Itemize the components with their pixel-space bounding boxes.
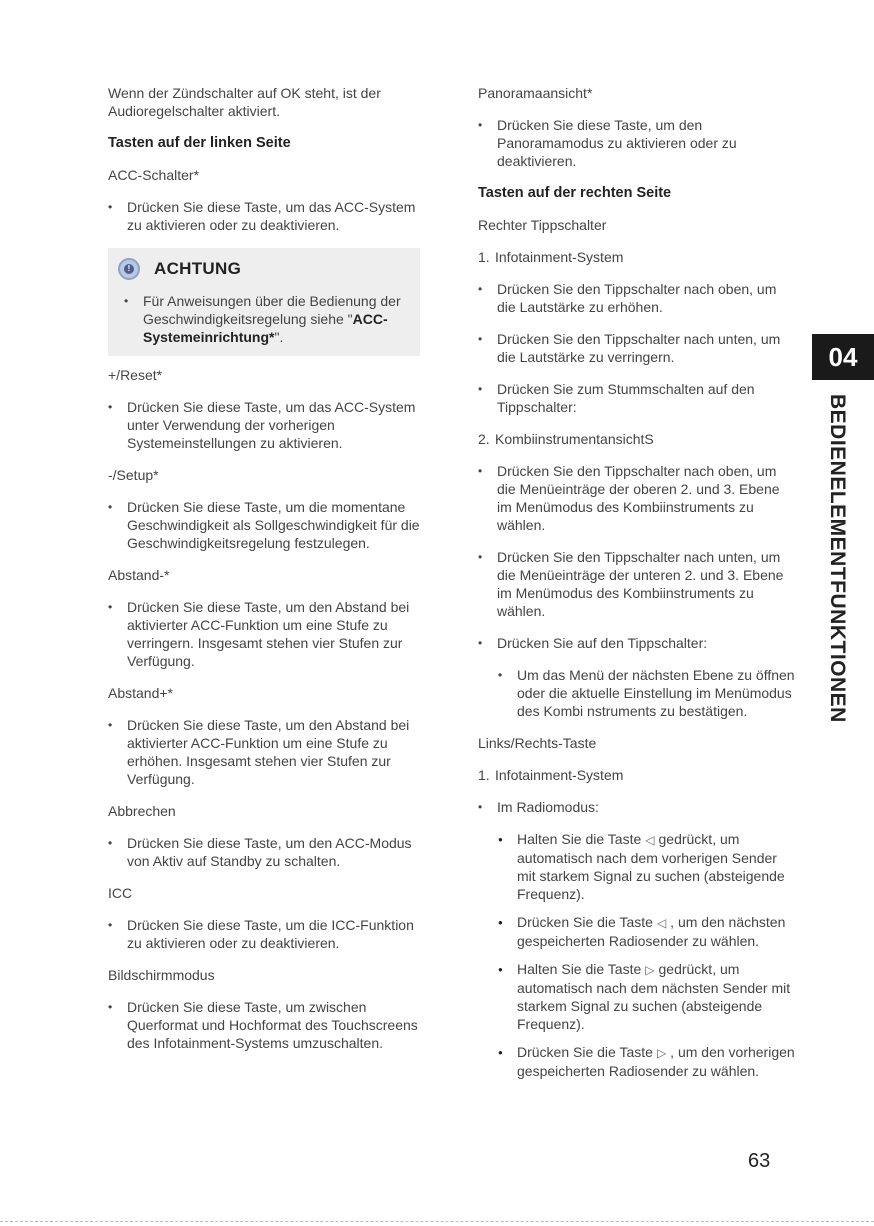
info-icon: ! — [118, 258, 140, 280]
distance-minus-label: Abstand-* — [108, 567, 170, 583]
toggle-up-text: • Drücken Sie den Tippschalter nach oben, um die Lautstärke zu erhöhen. — [478, 280, 796, 316]
chapter-title: BEDIENELEMENTFUNKTIONEN — [826, 394, 849, 723]
radio-bullet-1: ● Halten Sie die Taste ◁ gedrückt, um automatisch nach dem vorherigen Sender mit starkem Signal zu suchen (absteigende Frequenz). — [498, 830, 796, 903]
setup-text: • Drücken Sie diese Taste, um die momentane Geschwindigkeit als Sollgeschwindigkeit für die Geschwindigkeitsregelung festzulegen. — [108, 498, 420, 552]
cancel-label: Abbrechen — [108, 803, 176, 819]
toggle-down-text: • Drücken Sie den Tippschalter nach unten, um die Lautstärke zu verringern. — [478, 330, 796, 366]
right-toggle-label: Rechter Tippschalter — [478, 217, 607, 233]
warning-header — [118, 258, 406, 280]
distance-plus-text: • Drücken Sie diese Taste, um den Abstand bei aktivierter ACC-Funktion um eine Stufe zu erhöhen. Insgesamt stehen vier Stufen zur Verfügung. — [108, 716, 420, 788]
distance-minus-text: • Drücken Sie diese Taste, um den Abstand bei aktivierter ACC-Funktion um eine Stufe zu verringern. Insgesamt stehen vier Stufen zur Verfügung. — [108, 598, 420, 670]
reset-label: +/Reset* — [108, 367, 163, 383]
acc-switch-text: • Drücken Sie diese Taste, um das ACC-System zu aktivieren oder zu deaktivieren. — [108, 198, 420, 234]
bottom-divider — [0, 1221, 874, 1222]
cluster-up-text: • Drücken Sie den Tippschalter nach oben, um die Menüeinträge der oberen 2. und 3. Ebene im Menümodus des Kombiinstruments zu wählen. — [478, 462, 796, 534]
warning-link: ACC-Systemeinrichtung* — [143, 311, 388, 345]
reset-text: • Drücken Sie diese Taste, um das ACC-System unter Verwendung der vorherigen Systemeinstellungen zu aktivieren. — [108, 398, 420, 452]
acc-switch-label: ACC-Schalter* — [108, 167, 200, 183]
warning-box — [108, 248, 420, 356]
cluster-press-text: • Drücken Sie auf den Tippschalter: — [478, 634, 796, 652]
panorama-text: • Drücken Sie diese Taste, um den Panoramamodus zu aktivieren oder zu deaktivieren. — [478, 116, 796, 170]
left-column — [108, 84, 420, 1066]
right-column — [478, 84, 796, 1090]
distance-plus-label: Abstand+* — [108, 685, 173, 701]
screen-mode-label: Bildschirmmodus — [108, 967, 215, 983]
warning-title: ACHTUNG — [154, 259, 242, 278]
right-triangle-icon: ▷ — [656, 1046, 667, 1060]
left-triangle-icon: ◁ — [645, 833, 655, 847]
cluster-item: 2. KombiinstrumentansichtS — [478, 431, 654, 447]
panorama-label: Panoramaansicht* — [478, 85, 593, 101]
radio-bullet-2: ● Drücken Sie die Taste ◁ , um den nächsten gespeicherten Radiosender zu wählen. — [498, 913, 796, 950]
infotainment-item: 1. Infotainment-System — [478, 249, 624, 265]
page-number: 63 — [748, 1150, 771, 1172]
right-buttons-heading: Tasten auf der rechten Seite — [478, 185, 672, 201]
icc-label: ICC — [108, 885, 133, 901]
left-triangle-icon: ◁ — [656, 916, 667, 930]
chapter-tab: 04 — [812, 334, 874, 380]
right-triangle-icon: ▷ — [645, 963, 655, 977]
cluster-sub-text: • Um das Menü der nächsten Ebene zu öffnen oder die aktuelle Einstellung im Menümodus des Kombi nstruments zu bestätigen. — [498, 666, 796, 720]
cancel-text: • Drücken Sie diese Taste, um den ACC-Modus von Aktiv auf Standby zu schalten. — [108, 834, 420, 870]
toggle-mute-text: • Drücken Sie zum Stummschalten auf den Tippschalter: — [478, 380, 796, 416]
left-right-label: Links/Rechts-Taste — [478, 735, 597, 751]
radio-bullet-4: ● Drücken Sie die Taste ▷ , um den vorherigen gespeicherten Radiosender zu wählen. — [498, 1043, 796, 1080]
setup-label: -/Setup* — [108, 467, 159, 483]
radio-mode-text: • Im Radiomodus: — [478, 798, 796, 816]
icc-text: • Drücken Sie diese Taste, um die ICC-Funktion zu aktivieren oder zu deaktivieren. — [108, 916, 420, 952]
cluster-down-text: • Drücken Sie den Tippschalter nach unten, um die Menüeinträge der unteren 2. und 3. Ebene im Menümodus des Kombiinstruments zu wählen. — [478, 548, 796, 620]
screen-mode-text: • Drücken Sie diese Taste, um zwischen Querformat und Hochformat des Touchscreens des Infotainment-Systems umzuschalten. — [108, 998, 420, 1052]
warning-text: • Für Anweisungen über die Bedienung der Geschwindigkeitsregelung siehe "ACC-Systemeinrichtung*". — [124, 292, 406, 346]
infotainment-item-2: 1. Infotainment-System — [478, 767, 624, 783]
intro-text: Wenn der Zündschalter auf OK steht, ist der Audioregelschalter aktiviert. — [108, 85, 381, 119]
radio-bullet-3: ● Halten Sie die Taste ▷ gedrückt, um automatisch nach dem nächsten Sender mit starkem Signal zu suchen (absteigende Frequenz). — [498, 960, 796, 1033]
left-buttons-heading: Tasten auf der linken Seite — [108, 135, 291, 151]
